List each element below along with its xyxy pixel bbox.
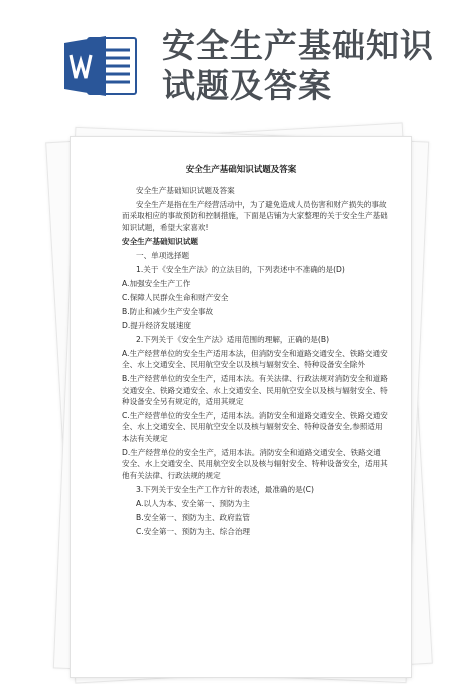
q1-option-a: A.加强安全生产工作 — [122, 278, 191, 288]
q2-option-a: A.生产经营单位的安全生产适用本法，但消防安全和道路交通安全、铁路交通安全、水上交通安全、民用航空安全以及核与辐射安全、特种设备安全除外 — [122, 348, 388, 370]
question-1: 1.关于《安全生产法》的立法目的，下列表述中不准确的是(D) — [136, 264, 345, 274]
q3-option-b: B.安全第一、预防为主、政府监管 — [136, 512, 250, 522]
q2-option-c: C.生产经营单位的安全生产，适用本法。消防安全和道路交通安全、铁路交通安全、水上交通安全、民用航空安全以及核与辐射安全、特种设备安全,参照适用本法有关规定 — [122, 411, 388, 443]
document-subtitle: 安全生产基础知识试题及答案 — [136, 186, 235, 195]
intro-paragraph: 安全生产是指在生产经营活动中，为了避免造成人员伤害和财产损失的事故而采取相应的事故预防和控制措施，下面是店铺为大家整理的关于安全生产基础知识试题，希望大家喜欢! — [122, 200, 388, 232]
q2-option-b: B.生产经营单位的安全生产，适用本法。有关法律、行政法规对消防安全和道路交通安全、铁路交通安全、水上交通安全、民用航空安全以及核与辐射安全、特种设备安全另有规定的，适用其规定 — [122, 374, 388, 407]
q1-option-b: C.保障人民群众生命和财产安全 — [122, 292, 229, 302]
q3-option-a: A.以人为本、安全第一、预防为主 — [136, 498, 250, 508]
banner — [0, 0, 474, 125]
q1-option-c: B.防止和减少生产安全事故 — [122, 306, 214, 316]
document-body — [122, 185, 388, 540]
section-heading: 安全生产基础知识试题 — [122, 236, 198, 246]
headline-line-2: 试题及答案 — [162, 66, 332, 105]
headline — [162, 26, 462, 106]
document-title: 安全生产基础知识试题及答案 — [185, 165, 297, 175]
document-page — [70, 136, 412, 678]
part-heading: 一、单项选择题 — [136, 250, 190, 260]
question-3: 3.下列关于安全生产工作方针的表述，最准确的是(C) — [136, 484, 314, 494]
q1-option-d: D.提升经济发展速度 — [122, 320, 192, 330]
q3-option-c: C.安全第一、预防为主、综合治理 — [136, 526, 251, 536]
headline-line-1: 安全生产基础知识 — [162, 26, 434, 65]
word-document-icon — [62, 34, 140, 98]
q2-option-d: D.生产经营单位的安全生产，适用本法。消防安全和道路交通安全、铁路交通安全、水上交通安全、民用航空安全以及核与辐射安全、特种设备安全，适用其他有关法律、行政法规的规定 — [122, 447, 388, 480]
question-2: 2.下列关于《安全生产法》适用范围的理解，正确的是(B) — [136, 334, 330, 344]
